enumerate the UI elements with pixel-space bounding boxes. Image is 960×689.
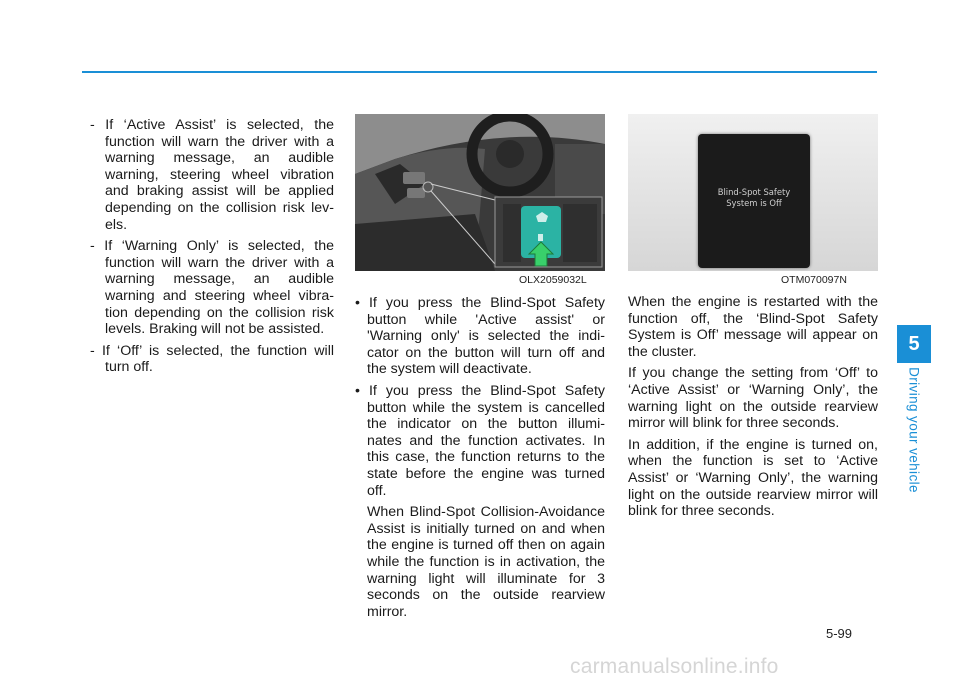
paragraph: In addition, if the engine is turned on, when the function is set to ‘Active Assist’ or ‘Warning Only’, the warning light on the outside rearview mirror will blink for three seconds. xyxy=(628,436,878,520)
list-item: - If ‘Warning Only’ is selected, the function will warn the driver with a warning message, an audible warning and steering wheel vibra-tion depending on the collision risk levels. Braking will not be assisted. xyxy=(90,238,334,338)
paragraph: When the engine is restarted with the function off, the ‘Blind-Spot Safety System is Off’ message will appear on the cluster. xyxy=(628,294,878,360)
figure-code: OLX2059032L xyxy=(519,274,587,286)
top-rule xyxy=(82,71,877,73)
list-item: - If ‘Active Assist’ is selected, the function will warn the driver with a warning message, an audible warning, steering wheel vibration and braking assist will be applied depending on the collision risk lev-els. xyxy=(90,117,334,233)
chapter-label: Driving your vehicle xyxy=(906,367,922,493)
column-2 xyxy=(355,295,605,625)
list-item: • If you press the Blind-Spot Safety button while the system is cancelled the indicator on the button illumi-nates and the function activates. In this case, the function returns to the state before the engine was turned off. xyxy=(355,382,605,499)
column-1 xyxy=(82,117,334,381)
cluster-message-figure xyxy=(628,114,878,271)
column-3 xyxy=(628,294,878,525)
page-number: 5-99 xyxy=(826,626,853,641)
watermark: carmanualsonline.info xyxy=(570,655,779,678)
list-item: - If ‘Off’ is selected, the function will turn off. xyxy=(90,342,334,376)
cluster-message-line: Blind-Spot Safety xyxy=(717,187,791,197)
dashboard-illustration xyxy=(355,114,605,271)
cluster-message xyxy=(698,187,810,209)
figure-code: OTM070097N xyxy=(781,274,847,286)
paragraph: If you change the setting from ‘Off’ to ‘Active Assist’ or ‘Warning Only’, the warning light on the outside rearview mirror will blink for three seconds. xyxy=(628,365,878,432)
chapter-tab: 5 xyxy=(897,325,931,363)
cluster-message-line: System is Off xyxy=(726,198,782,208)
list-item: • If you press the Blind-Spot Safety button while 'Active assist' or 'Warning only' is selected the indi-cator on the button will turn off and the system will deactivate. xyxy=(355,295,605,378)
cluster-display xyxy=(698,134,810,268)
dashboard-button-figure xyxy=(355,114,605,271)
paragraph: When Blind-Spot Collision-Avoidance Assist is initially turned on and when the engine is turned off then on again while the function is in activation, the warning light will illuminate for 3 seconds on the outside rearview mirror. xyxy=(367,504,605,620)
